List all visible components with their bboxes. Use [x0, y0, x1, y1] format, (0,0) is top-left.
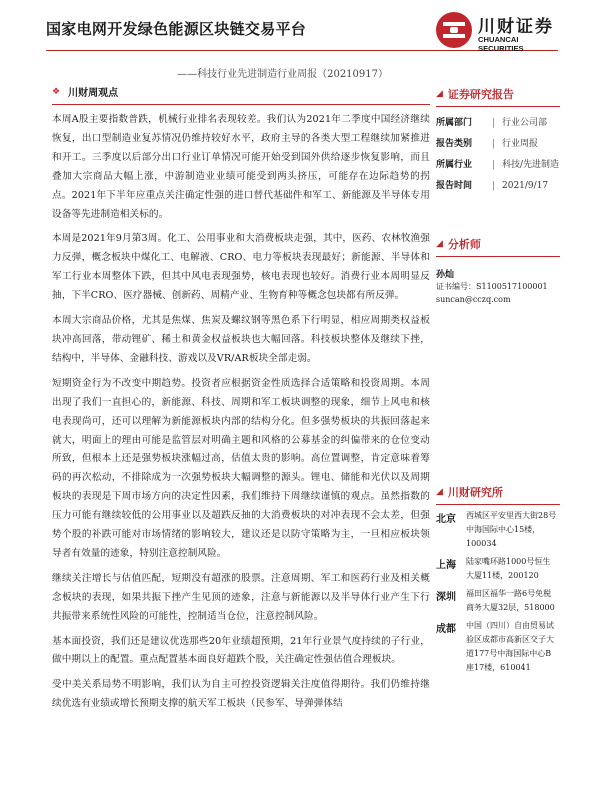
paragraph: 短期资金行为不改变中期趋势。投资者应根据资金性质选择合适策略和投资周期。本周出现了我们一直担心的，新能源、科技、周期和军工板块调整的现象，细节上风电和核电表现尚可，还可以理解为新能源板块内部的结构分化。但多强势板块的共振回落起来就大，明面上的理由可能是监管层对明确主题和风格的公募基金的纠偏带来的仓位变动所致，但根本上还是强势板块涨幅过高，估值太贵的影响。高位置调整，肯定意味着筹码的再次松动，不排除成为一次强势板块大幅调整的源头。锂电、储能和光伏以及周期板块的表现是下周市场方向的决定性因素，我们维持下周继续谨慎的观点。虽然指数的压力可能有继续较低的公用事业以及超跌反抽的大消费板块的对冲表现不会太差，但强势个股的补跌可能对市场情绪的影响较大，建议还是以防守策略为主，一旦相应板块领导者有效量的迹象，特别注意控制风险。 — [52, 377, 430, 559]
logo-name-cn: 川财证券 — [478, 17, 554, 37]
document-subtitle: ——科技行业先进制造行业周报（20210917） — [177, 69, 388, 80]
section-rule — [436, 106, 560, 107]
info-row-category: 报告类别 | 行业周报 — [436, 139, 539, 149]
weekly-view-heading — [52, 84, 430, 99]
office-chengdu: 成都 中国（四川）自由贸易试验区成都市高新区交子大道177号中海国际中心B座17楼，610041 — [436, 621, 554, 672]
research-title: 川财研究所 — [447, 486, 503, 499]
paragraph: 本周大宗商品价格，尤其是焦煤、焦炭及螺纹钢等黑色系下行明显，相应周期类权益板块冲高回落，带动锂矿、稀土和黄金权益板块也大幅回落。科技板块整体及继续下挫，结构中，半导体、金融科技、游戏以及VR/AR板块全部走弱。 — [52, 315, 430, 364]
main-column — [52, 84, 430, 714]
section-rule — [436, 504, 560, 505]
section-rule — [436, 256, 560, 257]
paragraph: 受中美关系局势不明影响，我们认为自主可控投资逻辑关注度值得期待。我们仍维持继续优选有业绩或增长预期支撑的航天军工板块（民参军、导弹弹体结 — [52, 679, 430, 710]
paragraph: 基本面投资，我们还是建议优选那些20年业绩超预期，21年行业景气度持续的子行业，做中期以上的配置。重点配置基本面良好超跌个股，关注确定性强估值合理板块。 — [52, 635, 430, 666]
analyst-cert: 证书编号：S1100517100001 — [436, 282, 548, 291]
analyst-name: 孙灿 — [436, 270, 455, 280]
research-heading — [436, 484, 560, 500]
logo-mark-icon — [436, 12, 472, 48]
info-row-date: 报告时间 | 2021/9/17 — [436, 181, 549, 191]
section-rule — [52, 104, 430, 105]
page-header — [46, 10, 558, 80]
triangle-icon: ◢ — [436, 89, 443, 99]
paragraph: 本周是2021年9月第3周。化工、公用事业和大消费板块走强，其中，医药、农林牧渔强力反弹，概念板块中煤化工、电解液、CRO、电力等板块表现最好；新能源、半导体和军工行业本周整体下跌，但其中风电表现强势，核电表现也较好。消费行业本周明显反抽，下半CRO、医疗器械、创新药、周精产业、生物育种等概念包块都有所反弹。 — [52, 233, 430, 302]
paragraph: 继续关注增长与估值匹配，短期没有超涨的股票。注意周期、军工和医药行业及相关概念板块的表现，如果共振下挫产生见顶的迹象，注意与新能源以及半导体行业产生下行共振带来系统性风险的可能性，控制适当仓位，注意控制风险。 — [52, 572, 430, 622]
document-title: 国家电网开发绿色能源区块链交易平台 — [46, 20, 307, 38]
info-row-industry: 所属行业 | 科技/先进制造 — [436, 160, 560, 170]
analyst-email[interactable]: suncan@cczq.com — [436, 295, 511, 304]
triangle-icon: ◢ — [436, 239, 443, 249]
analyst-title: 分析师 — [447, 238, 481, 251]
office-shenzhen: 深圳 福田区福华一路6号免税商务大厦32层，518000 — [436, 589, 555, 612]
report-info-title: 证券研究报告 — [447, 88, 514, 101]
office-shanghai: 上海 陆家嘴环路1000号恒生大厦11楼，200120 — [436, 557, 551, 580]
triangle-icon: ◢ — [436, 487, 443, 497]
report-info-panel — [436, 86, 560, 197]
logo-name-en: CHUANCAI SECURITIES — [478, 35, 524, 53]
analyst-panel — [436, 236, 560, 306]
weekly-view-title: 川财周观点 — [68, 88, 119, 99]
report-info-heading — [436, 86, 560, 102]
brand-logo — [436, 10, 558, 53]
info-row-department: 所属部门 | 行业公司部 — [436, 118, 548, 128]
office-beijing: 北京 西城区平安里西大街28号中海国际中心15楼，100034 — [436, 511, 557, 548]
research-institute-panel — [436, 484, 560, 675]
analyst-heading — [436, 236, 560, 252]
paragraph: 本周A股主要指数普跌，机械行业排名表现较差。我们认为2021年二季度中国经济继续恢复，出口型制造业复苏情况仍维持较好水平，政府主导的各类大型工程继续加紧推进和开工。三季度以后部分出口行业订单情况可能开始受到国外供给逐步恢复影响，而且叠加大宗商品大幅上涨，中游制造业业绩可能受到两头挤压，可能存在边际趋势的拐点。2021年下半年应重点关注确定性强的进口替代基础件和军工、新能源及半导体专用设备等先进制造相关标的。 — [52, 114, 430, 220]
diamond-icon: ❖ — [52, 86, 61, 97]
